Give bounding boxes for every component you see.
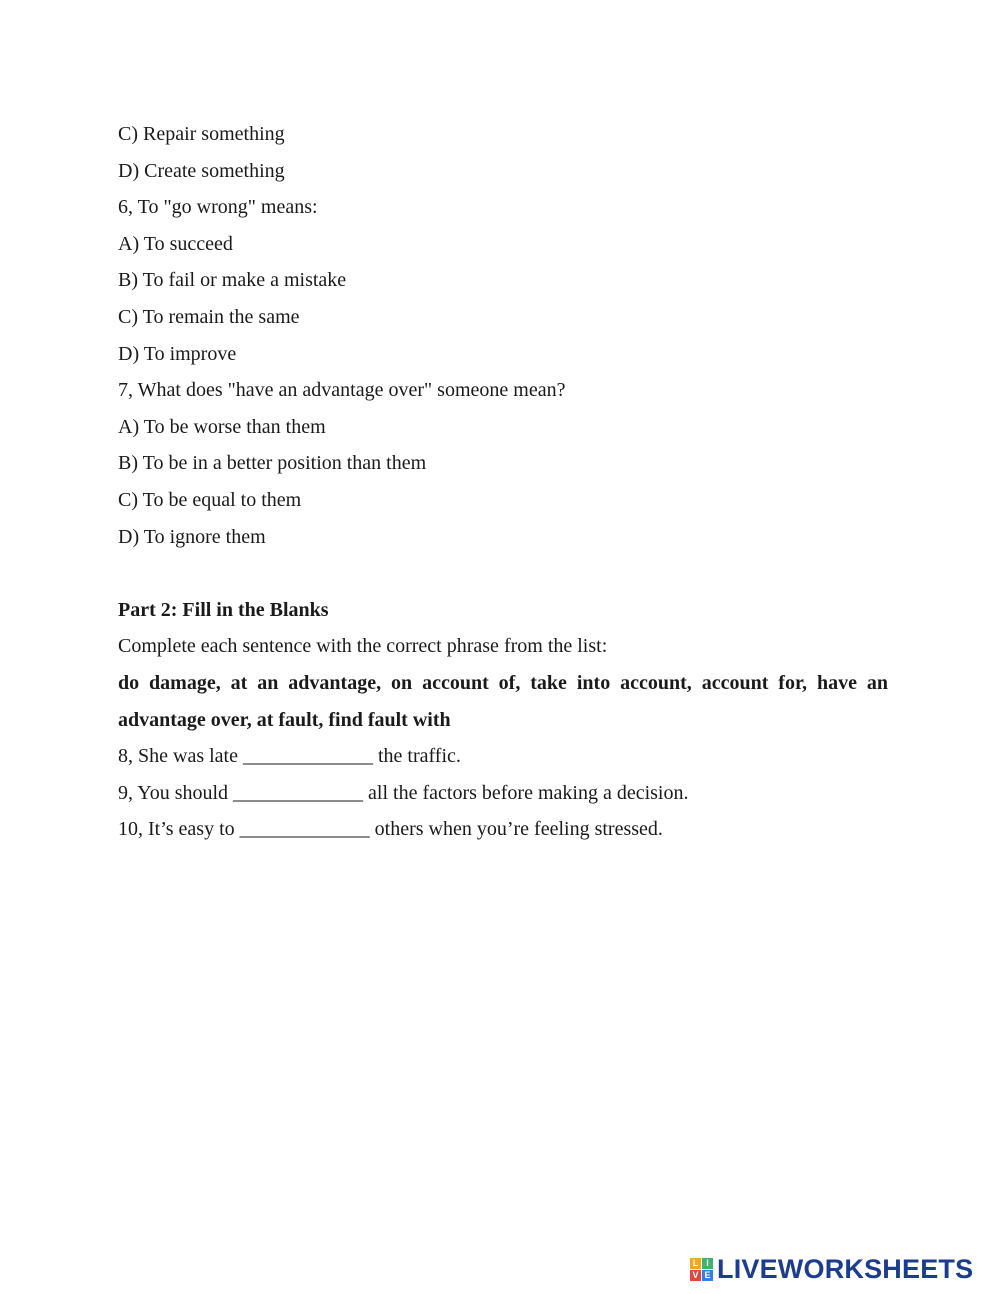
phrase-list-line-2: advantage over, at fault, find fault with — [118, 708, 451, 731]
q8-answer-blank[interactable]: _____________ — [242, 745, 373, 768]
logo-letter-v: V — [690, 1270, 701, 1281]
q7-prompt: 7, What does "have an advantage over" someone mean? — [118, 379, 566, 402]
phrase-list-line-1: do damage, at an advantage, on account of, take into account, account for, have an — [118, 671, 888, 694]
q6-option-b: B) To fail or make a mistake — [118, 269, 347, 292]
q7-option-a: A) To be worse than them — [118, 415, 326, 438]
logo-letter-e: E — [702, 1270, 713, 1281]
part2-instruction: Complete each sentence with the correct phrase from the list: — [118, 635, 608, 658]
part2-heading: Part 2: Fill in the Blanks — [118, 598, 329, 621]
q10-text-after: others when you’re feeling stressed. — [369, 818, 663, 841]
q6-option-c: C) To remain the same — [118, 305, 300, 328]
q7-option-d: D) To ignore them — [118, 525, 266, 548]
logo-letter-i: I — [702, 1258, 713, 1269]
section-gap — [118, 555, 888, 592]
q5-option-d: D) Create something — [118, 159, 285, 182]
worksheet-page — [118, 116, 888, 848]
q10-text-before: 10, It’s easy to — [118, 818, 240, 841]
q9-text-before: 9, You should — [118, 781, 234, 804]
q8-text-before: 8, She was late — [118, 745, 243, 768]
q5-option-c: C) Repair something — [118, 123, 285, 145]
q9-answer-blank[interactable]: _____________ — [233, 781, 364, 804]
q8-text-after: the traffic. — [372, 745, 461, 768]
q9-sentence — [118, 775, 888, 812]
q10-sentence — [118, 811, 888, 848]
logo-letter-l: L — [690, 1258, 701, 1269]
q6-prompt: 6, To "go wrong" means: — [118, 196, 318, 219]
q9-text-after: all the factors before making a decision. — [363, 781, 689, 804]
q6-option-d: D) To improve — [118, 342, 237, 365]
q10-answer-blank[interactable]: _____________ — [239, 818, 370, 841]
liveworksheets-logo-icon — [690, 1258, 713, 1281]
q6-option-a: A) To succeed — [118, 232, 233, 255]
liveworksheets-logo-text: LIVEWORKSHEETS — [717, 1253, 974, 1284]
q7-option-b: B) To be in a better position than them — [118, 452, 427, 475]
q8-sentence — [118, 738, 888, 775]
q7-option-c: C) To be equal to them — [118, 488, 302, 511]
liveworksheets-logo — [690, 1252, 973, 1286]
